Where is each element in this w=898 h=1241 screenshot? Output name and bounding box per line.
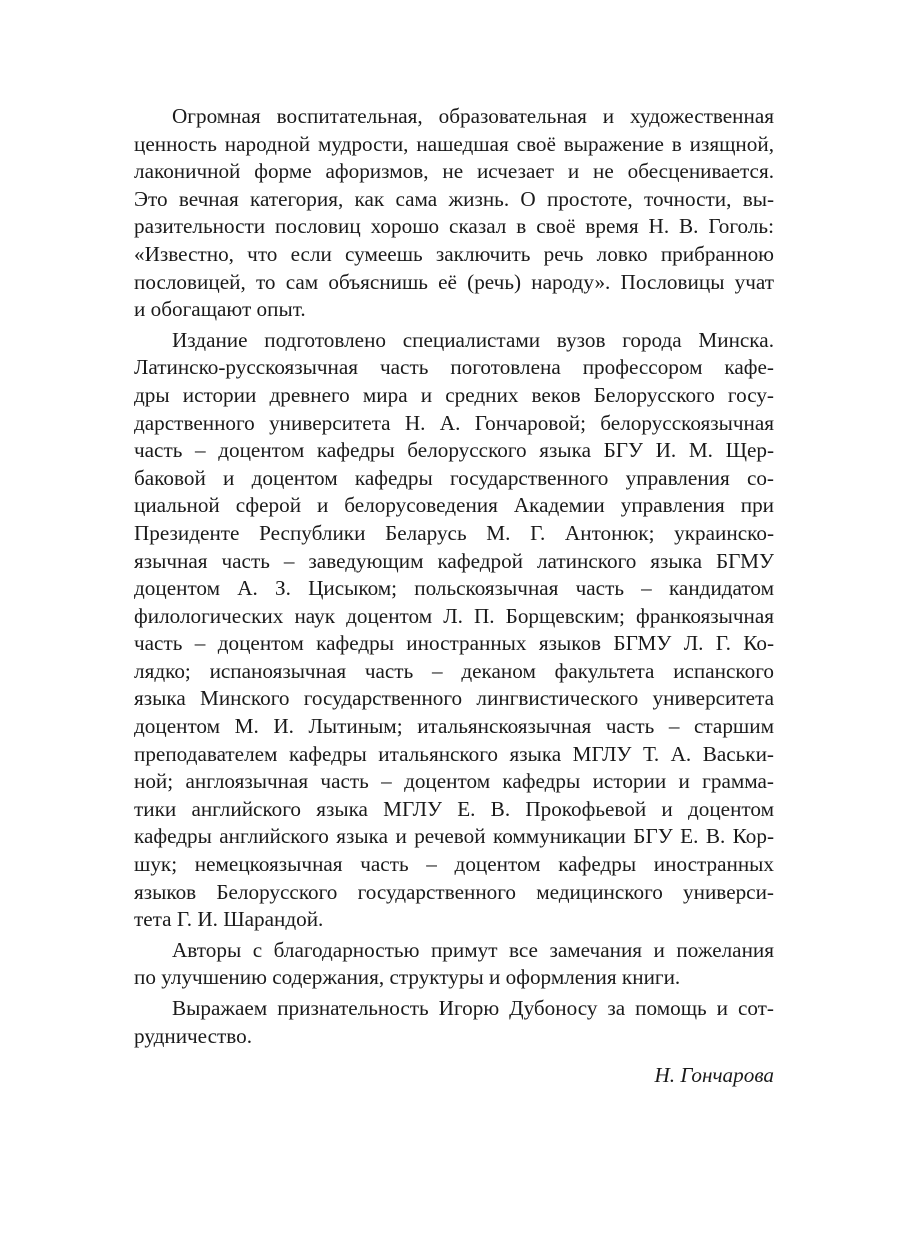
paragraph-line: Авторы с благодарностью примут все замечания и пожелания [172, 937, 774, 962]
paragraph-line: лаконичной форме афоризмов, не исчезает и не обесценивается. [134, 159, 774, 184]
paragraph-line: Огромная воспитательная, образовательная и художественная [172, 104, 774, 128]
paragraph-line: рудничество. [134, 1023, 253, 1048]
paragraph-line: Латинско-русскоязычная часть поготовлена профессором кафе- [134, 355, 774, 380]
paragraph-line: Это вечная категория, как сама жизнь. О простоте, точности, вы- [134, 186, 774, 211]
author-signature: Н. Гончарова [654, 1063, 774, 1088]
paragraph-line: филологических наук доцентом Л. П. Борщевским; франкоязычная [134, 603, 774, 628]
paragraph-line: доцентом А. З. Цисыком; польскоязычная часть – кандидатом [134, 576, 774, 601]
paragraph-line: языка Минского государственного лингвистического университета [134, 686, 774, 711]
paragraph-line: Президенте Республики Беларусь М. Г. Антонюк; украинско- [134, 520, 774, 545]
paragraph-line: часть – доцентом кафедры иностранных языков БГМУ Л. Г. Ко- [134, 631, 774, 656]
paragraph-line: преподавателем кафедры итальянского языка МГЛУ Т. А. Васьки- [134, 741, 774, 766]
paragraph-line: разительности пословиц хорошо сказал в своё время Н. В. Гоголь: [134, 214, 774, 239]
paragraph-feedback [134, 937, 774, 992]
paragraph-line: дры истории древнего мира и средних веков Белорусского госу- [134, 382, 774, 407]
paragraph-contributors [134, 327, 774, 934]
paragraph-line: ной; англоязычная часть – доцентом кафедры истории и грамма- [134, 769, 774, 794]
paragraph-line: тета Г. И. Шарандой. [134, 907, 324, 932]
paragraph-line: языков Белорусского государственного медицинского универси- [134, 879, 774, 904]
paragraph-line: дарственного университета Н. А. Гончаровой; белорусскоязычная [134, 410, 774, 435]
paragraph-line: и обогащают опыт. [134, 297, 306, 322]
paragraph-line: часть – доцентом кафедры белорусского языка БГУ И. М. Щер- [134, 438, 774, 463]
paragraph-line: лядко; испаноязычная часть – деканом факультета испанского [134, 658, 774, 683]
preface-text [134, 103, 774, 1090]
paragraph-line: «Известно, что если сумеешь заключить речь ловко прибранною [134, 241, 774, 266]
paragraph-line: баковой и доцентом кафедры государственного управления со- [134, 465, 774, 490]
paragraph-line: кафедры английского языка и речевой коммуникации БГУ Е. В. Кор- [134, 824, 774, 849]
paragraph-line: циальной сферой и белорусоведения Академии управления при [134, 493, 774, 518]
paragraph-line: Выражаем признательность Игорю Дубоносу за помощь и сот- [172, 996, 774, 1020]
paragraph-acknowledgement [134, 995, 774, 1050]
paragraph-line: язычная часть – заведующим кафедрой латинского языка БГМУ [134, 548, 774, 573]
paragraph-line: пословицей, то сам объяснишь её (речь) народу». Пословицы учат [134, 269, 774, 294]
paragraph-line: доцентом М. И. Лытиным; итальянскоязычная часть – старшим [134, 714, 774, 739]
paragraph-line: по улучшению содержания, структуры и оформления книги. [134, 965, 681, 990]
paragraph-line: Издание подготовлено специалистами вузов города Минска. [172, 327, 774, 352]
paragraph-line: ценность народной мудрости, нашедшая своё выражение в изящной, [134, 131, 774, 156]
paragraph-line: шук; немецкоязычная часть – доцентом кафедры иностранных [134, 852, 774, 877]
paragraph-significance [134, 103, 774, 324]
paragraph-line: тики английского языка МГЛУ Е. В. Прокофьевой и доцентом [134, 796, 774, 821]
